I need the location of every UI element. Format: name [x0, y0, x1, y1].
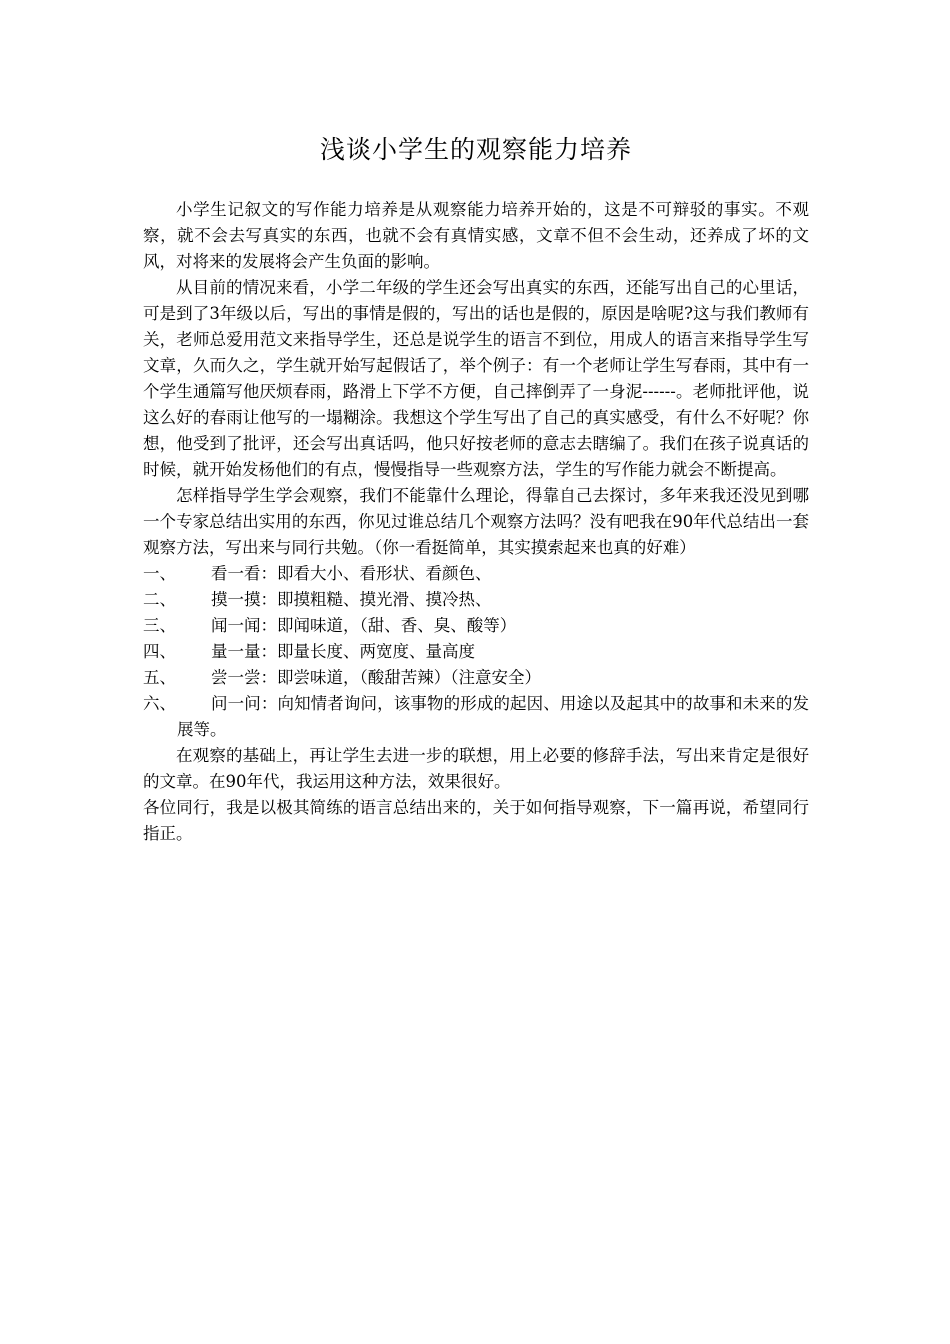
list-item-text: 闻一闻：即闻味道，（甜、香、臭、酸等）: [211, 616, 517, 635]
list-item: [143, 613, 809, 639]
list-item-number: 五、: [143, 668, 176, 687]
closing-paragraph-1: 在观察的基础上，再让学生去进一步的联想，用上必要的修辞手法，写出来肯定是很好的文章。在90年代，我运用这种方法，效果很好。: [143, 746, 809, 791]
list-item-text: 摸一摸：即摸粗糙、摸光滑、摸冷热、: [211, 590, 492, 609]
page-title: 浅谈小学生的观察能力培养: [319, 135, 632, 164]
list-item-number: 六、: [143, 694, 176, 713]
list-item-number: 三、: [143, 616, 176, 635]
document-body: [143, 197, 809, 847]
list-item-number: 四、: [143, 642, 176, 661]
closing-paragraph-2: 各位同行，我是以极其简练的语言总结出来的，关于如何指导观察，下一篇再说，希望同行指正。: [143, 798, 809, 843]
list-item: [143, 561, 809, 587]
list-item: [143, 691, 809, 743]
observation-methods-list: [143, 561, 809, 743]
paragraph-1: 小学生记叙文的写作能力培养是从观察能力培养开始的，这是不可辩驳的事实。不观察，就不会去写真实的东西，也就不会有真情实感，文章不但不会生动，还养成了坏的文风，对将来的发展将会产生负面的影响。: [143, 200, 809, 271]
paragraph-2: 从目前的情况来看，小学二年级的学生还会写出真实的东西，还能写出自己的心里话，可是到了3年级以后，写出的事情是假的，写出的话也是假的，原因是啥呢?这与我们教师有关，老师总爱用范文来指导学生，还总是说学生的语言不到位，用成人的语言来指导学生写文章，久而久之，学生就开始写起假话了，举个例子：有一个老师让学生写春雨，其中有一个学生通篇写他厌烦春雨，路滑上下学不方便，自己摔倒弄了一身泥------。老师批评他，说这么好的春雨让他写的一塌糊涂。我想这个学生写出了自己的真实感受，有什么不好呢？你想，他受到了批评，还会写出真话吗，他只好按老师的意志去瞎编了。我们在孩子说真话的时候，就开始发杨他们的有点，慢慢指导一些观察方法，学生的写作能力就会不断提高。: [143, 278, 809, 479]
list-item: [143, 665, 809, 691]
list-item-number: 一、: [143, 564, 176, 583]
paragraph-3: 怎样指导学生学会观察，我们不能靠什么理论，得靠自己去探讨，多年来我还没见到哪一个专家总结出实用的东西，你见过谁总结几个观察方法吗？没有吧我在90年代总结出一套观察方法，写出来与同行共勉。（你一看挺简单，其实摸索起来也真的好难）: [143, 486, 809, 557]
list-item-text: 问一问：向知情者询问，该事物的形成的起因、用途以及起其中的故事和未来的发展等。: [177, 694, 809, 739]
list-item-text: 尝一尝：即尝味道，（酸甜苦辣）（注意安全）: [211, 668, 541, 687]
list-item-number: 二、: [143, 590, 176, 609]
list-item-text: 看一看：即看大小、看形状、看颜色、: [211, 564, 492, 583]
list-item: [143, 639, 809, 665]
list-item-text: 量一量：即量长度、两宽度、量高度: [211, 642, 475, 661]
list-item: [143, 587, 809, 613]
